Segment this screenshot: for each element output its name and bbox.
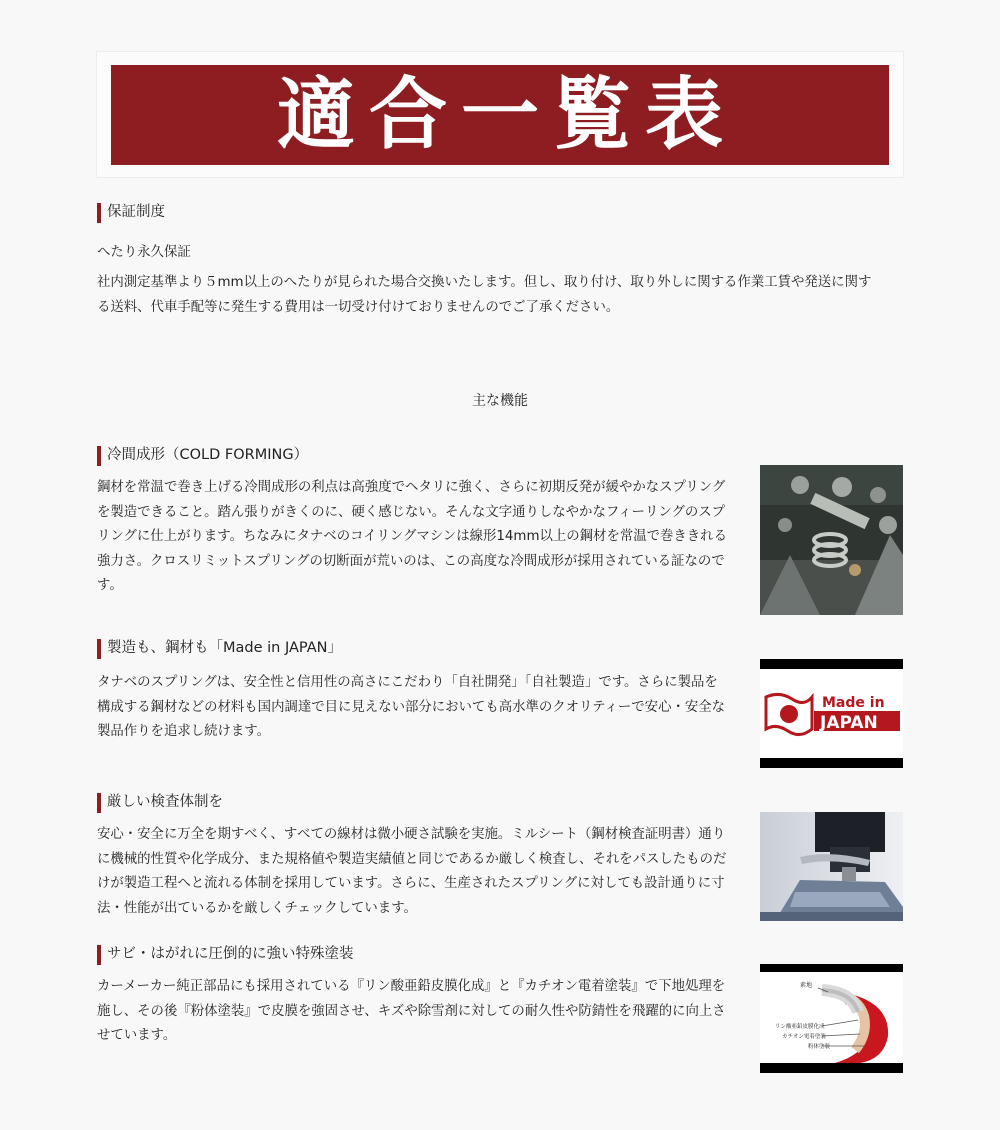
feature-made-in-japan-heading: 製造も、鋼材も「Made in JAPAN」 (97, 639, 342, 659)
coating-layers-image (760, 964, 903, 1073)
feature-body-line: リングに仕上がります。ちなみにタナベのコイリングマシンは線形14mm以上の鋼材を常温で巻ききれる (97, 529, 727, 544)
feature-made-in-japan-body (97, 671, 733, 745)
feature-cold-forming-body (97, 476, 733, 599)
feature-body-line: 法・性能が出ているかを厳しくチェックしています。 (97, 900, 417, 916)
feature-body-line: に機械的性質や化学成分、また規格値や製造実績値と同じであるか厳しく検査し、それをパスしたものだ (97, 851, 727, 867)
feature-coating-heading: サビ・はがれに圧倒的に強い特殊塗装 (97, 945, 354, 965)
hardness-tester-image (760, 812, 903, 921)
feature-body-line: せています。 (97, 1028, 177, 1043)
feature-body-line: す。 (97, 578, 123, 593)
feature-inspection-body (97, 823, 733, 921)
feature-body-line: 鋼材を常温で巻き上げる冷間成形の利点は高強度でヘタリに強く、さらに初期反発が緩やかなスプリング (97, 480, 726, 495)
warranty-subheading-text: へたり永久保証 (97, 245, 191, 260)
feature-body-line: 安心・安全に万全を期すべく、すべての線材は微小硬さ試験を実施。ミルシート（鋼材検査証明書）通り (97, 827, 726, 842)
feature-body-line: けが製造工程へと流れる体制を採用しています。さらに、生産されたスプリングに対しても設計通りに寸 (97, 876, 725, 891)
page-banner (111, 65, 889, 165)
feature-body-line: 施し、その後『粉体塗装』で皮膜を強固させ、キズや除雪剤に対しての耐久性や防錆性を飛躍的に向上さ (97, 1003, 726, 1019)
feature-body-line: 製品作りを追求し続けます。 (97, 724, 271, 739)
features-title: 主な機能 (472, 393, 528, 409)
made-in-text: Made in (822, 695, 885, 711)
feature-inspection-heading: 厳しい検査体制を (97, 793, 223, 813)
japan-text: JAPAN (820, 713, 878, 733)
feature-body-line: を製造できること。踏ん張りがきくのに、硬く感じない。そんな文字通りしなやかなフィーリングのスプ (97, 504, 726, 520)
coating-label-cation: カチオン電着塗装 (782, 1034, 826, 1040)
coiling-machine-image (760, 465, 903, 615)
page-title: 適合一覧表 (276, 70, 737, 160)
coating-label-powder: 粉体塗装 (808, 1044, 831, 1050)
feature-coating-body (97, 975, 733, 1049)
made-in-japan-image (760, 659, 903, 768)
coating-label-zinc: リン酸亜鉛皮膜化成 (775, 1024, 825, 1030)
warranty-heading: 保証制度 (97, 203, 165, 223)
warranty-body (97, 271, 897, 320)
feature-body-line: 強力さ。クロスリミットスプリングの切断面が荒いのは、この高度な冷間成形が採用されている証なので (97, 553, 725, 569)
feature-cold-forming-heading: 冷間成形（COLD FORMING） (97, 446, 308, 466)
warranty-subheading (97, 241, 733, 266)
coating-label-base: 素地 (800, 982, 813, 989)
feature-body-line: カーメーカー純正部品にも採用されている『リン酸亜鉛皮膜化成』と『カチオン電着塗装』で下地処理を (97, 979, 726, 994)
feature-body-line: タナベのスプリングは、安全性と信用性の高さにこだわり「自社開発」「自社製造」です。さらに製品を (97, 675, 718, 690)
feature-body-line: 構成する鋼材などの材料も国内調達で目に見えない部分においても高水準のクオリティーで安心・安全な (97, 699, 726, 715)
warranty-body-line: 社内測定基準より５mm以上のへたりが見られた場合交換いたします。但し、取り付け、取り外しに関する作業工賃や発送に関す (97, 275, 872, 290)
warranty-body-line: る送料、代車手配等に発生する費用は一切受け付けておりませんのでご了承ください。 (97, 299, 620, 315)
